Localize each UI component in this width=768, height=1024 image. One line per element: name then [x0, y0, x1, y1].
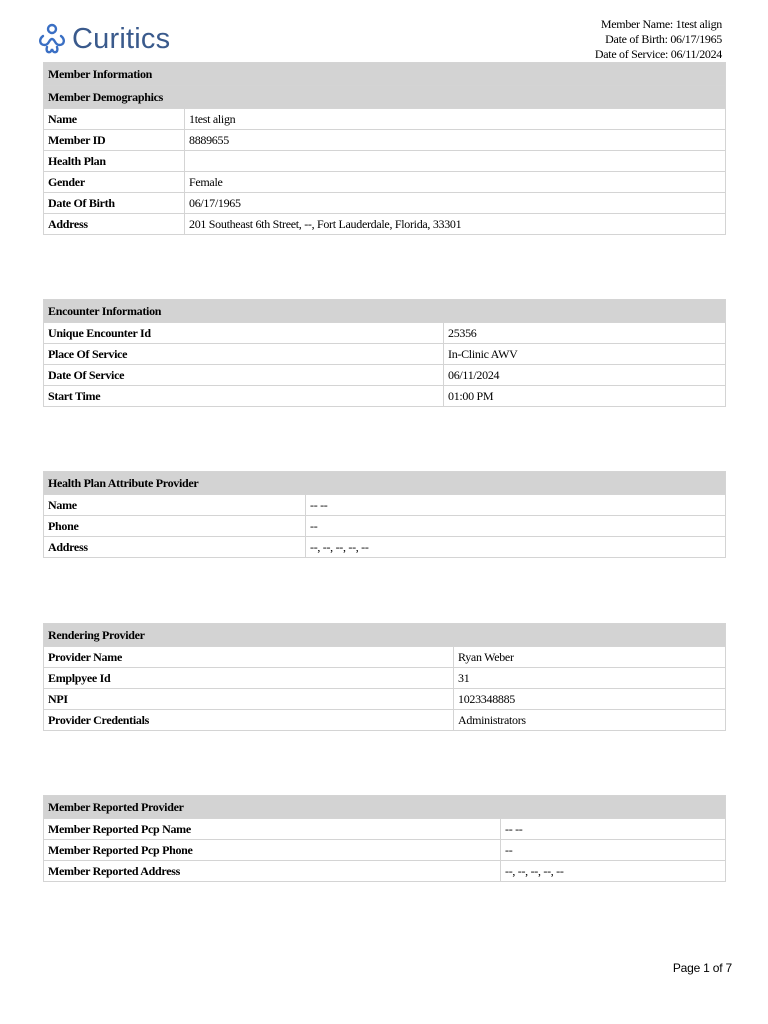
row-label: Emplpyee Id: [44, 668, 454, 689]
row-label: Name: [44, 109, 185, 130]
row-label: Member Reported Pcp Phone: [44, 840, 501, 861]
row-value: -- --: [501, 819, 726, 840]
table-row: [44, 647, 726, 668]
member-information-section: [43, 62, 726, 235]
table-row: [44, 537, 726, 558]
table-row: [44, 193, 726, 214]
row-label: Address: [44, 214, 185, 235]
table-row: [44, 344, 726, 365]
curitics-logo-icon: [37, 23, 67, 55]
row-value: Female: [185, 172, 726, 193]
row-value: In-Clinic AWV: [444, 344, 726, 365]
row-label: NPI: [44, 689, 454, 710]
row-label: Member Reported Address: [44, 861, 501, 882]
table-row: [44, 840, 726, 861]
encounter-information-section: [43, 299, 726, 407]
health-plan-attribute-provider-section: [43, 471, 726, 558]
rendering-provider-section: [43, 623, 726, 731]
row-label: Provider Name: [44, 647, 454, 668]
section-title: Encounter Information: [44, 300, 726, 323]
row-value: [185, 151, 726, 172]
row-value: --: [501, 840, 726, 861]
member-reported-provider-table: [43, 795, 726, 882]
table-row: [44, 668, 726, 689]
row-label: Member Reported Pcp Name: [44, 819, 501, 840]
table-row: [44, 819, 726, 840]
table-row: [44, 861, 726, 882]
row-value: --, --, --, --, --: [501, 861, 726, 882]
header-member-name: Member Name: 1test align: [600, 17, 722, 31]
section-subtitle: Member Demographics: [44, 86, 726, 109]
header-date-of-service: Date of Service: 06/11/2024: [594, 47, 722, 61]
table-row: [44, 365, 726, 386]
header-member-meta: [595, 17, 722, 62]
row-value: 8889655: [185, 130, 726, 151]
table-row: [44, 516, 726, 537]
row-value: 01:00 PM: [444, 386, 726, 407]
encounter-information-table: [43, 299, 726, 407]
row-label: Phone: [44, 516, 306, 537]
page-number: Page 1 of 7: [672, 961, 732, 975]
table-row: [44, 172, 726, 193]
section-title: Member Information: [44, 63, 726, 86]
table-row: [44, 323, 726, 344]
row-value: 06/17/1965: [185, 193, 726, 214]
row-label: Date Of Birth: [44, 193, 185, 214]
row-value: 201 Southeast 6th Street, --, Fort Lauderdale, Florida, 33301: [185, 214, 726, 235]
section-title: Health Plan Attribute Provider: [44, 472, 726, 495]
table-row: [44, 495, 726, 516]
row-label: Start Time: [44, 386, 444, 407]
row-label: Address: [44, 537, 306, 558]
table-row: [44, 109, 726, 130]
row-value: 31: [454, 668, 726, 689]
row-label: Health Plan: [44, 151, 185, 172]
table-row: [44, 151, 726, 172]
table-row: [44, 689, 726, 710]
curitics-logo: [37, 22, 170, 56]
member-information-table: [43, 62, 726, 235]
table-row: [44, 710, 726, 731]
section-title: Rendering Provider: [44, 624, 726, 647]
row-value: 1test align: [185, 109, 726, 130]
row-value: -- --: [306, 495, 726, 516]
row-value: --, --, --, --, --: [306, 537, 726, 558]
row-value: Administrators: [454, 710, 726, 731]
member-reported-provider-section: [43, 795, 726, 882]
table-row: [44, 386, 726, 407]
row-label: Name: [44, 495, 306, 516]
row-label: Place Of Service: [44, 344, 444, 365]
row-value: 06/11/2024: [444, 365, 726, 386]
section-title: Member Reported Provider: [44, 796, 726, 819]
table-row: [44, 130, 726, 151]
row-label: Unique Encounter Id: [44, 323, 444, 344]
row-label: Provider Credentials: [44, 710, 454, 731]
row-value: --: [306, 516, 726, 537]
row-value: 25356: [444, 323, 726, 344]
rendering-provider-table: [43, 623, 726, 731]
row-label: Date Of Service: [44, 365, 444, 386]
row-label: Member ID: [44, 130, 185, 151]
brand-name: Curitics: [72, 23, 171, 55]
header-date-of-birth: Date of Birth: 06/17/1965: [605, 32, 722, 46]
table-row: [44, 214, 726, 235]
row-value: Ryan Weber: [454, 647, 726, 668]
row-value: 1023348885: [454, 689, 726, 710]
health-plan-attribute-provider-table: [43, 471, 726, 558]
row-label: Gender: [44, 172, 185, 193]
